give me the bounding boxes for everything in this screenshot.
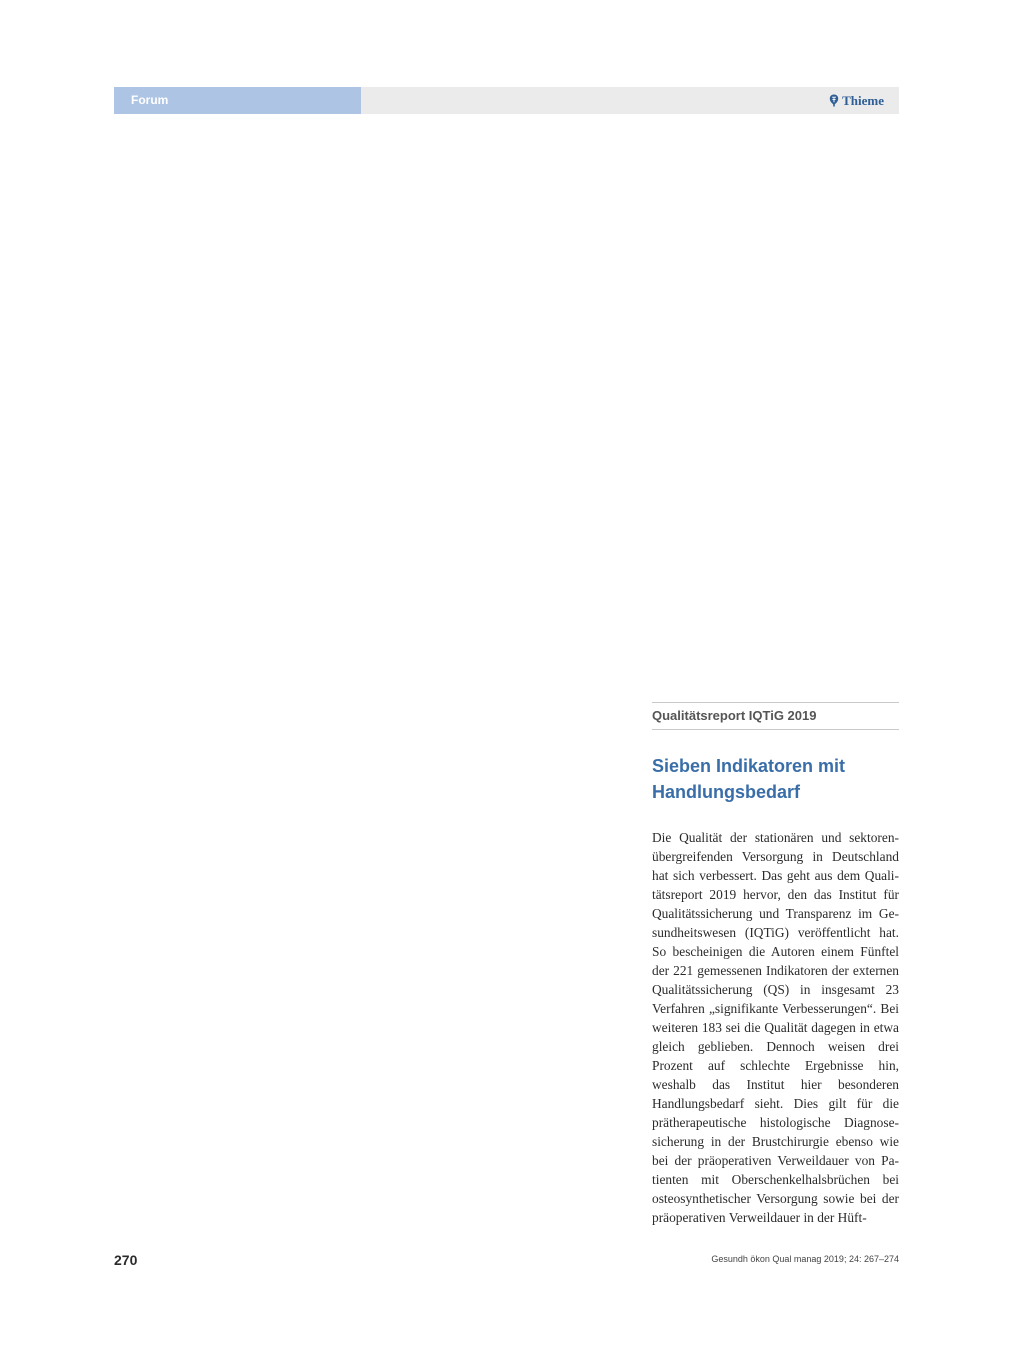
page-number: 270 — [114, 1252, 138, 1268]
running-header — [114, 87, 899, 114]
brand-label: Thieme — [842, 92, 884, 108]
section-label: Forum — [131, 93, 169, 107]
journal-citation: Gesundh ökon Qual manag 2019; 24: 267–274 — [711, 1254, 899, 1264]
thieme-logo-icon — [829, 94, 839, 107]
article-body: Die Qualität der stationären und sektorenübergreifenden Versorgung in Deutschland hat sich verbessert. Das geht aus dem Qualitätsreport 2019 hervor, den das Institut für Qualitätssicherung und Transparenz im Gesundheitswesen (IQTiG) veröffentlicht hat. So bescheinigen die Autoren einem Fünftel der 221 gemessenen Indikatoren der externen Qualitätssicherung (QS) in insgesamt 23 Verfahren „signifikante Verbesserungen“. Bei weiteren 183 sei die Qualität dagegen in etwa gleich geblieben. Dennoch weisen drei Prozent auf schlechte Ergebnisse hin, weshalb das Institut hier besonderen Handlungsbedarf sieht. Dies gilt für die prätherapeutische histologische Diagnosesicherung in der Brustchirurgie ebenso wie bei der präoperativen Verweildauer von Patienten mit Oberschenkelhalsbrüchen bei osteosynthetischer Versorgung sowie bei der präoperativen Verweildauer in der Hüft- — [652, 830, 899, 1225]
section-tab — [114, 87, 361, 114]
article-headline: Sieben Indikatoren mit Handlungsbedarf — [652, 756, 846, 802]
news-article — [652, 702, 899, 1227]
article-kicker: Qualitätsreport IQTiG 2019 — [652, 708, 817, 723]
publisher-brand — [829, 92, 884, 109]
kicker-bottom-rule — [652, 729, 899, 730]
